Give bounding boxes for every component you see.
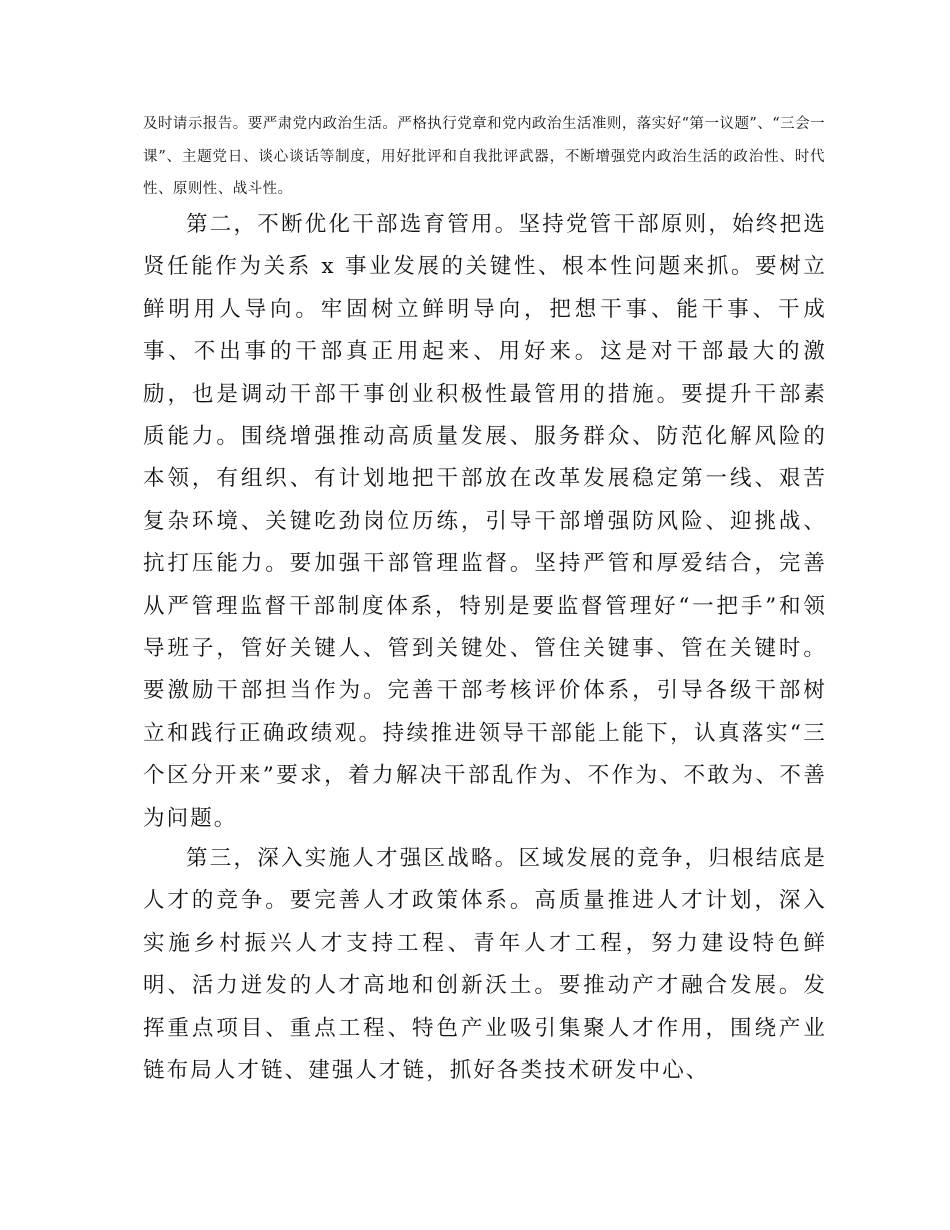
- paragraph-cadre-management: 第二，不断优化干部选育管用。坚持党管干部原则，始终把选贤任能作为关系 x 事业发展的关键性、根本性问题来抓。要树立鲜明用人导向。牢固树立鲜明导向，把想干事、能干事、干成事、不出事的干部真正用起来、用好来。这是对干部最大的激励，也是调动干部干事创业积极性最管用的措施。要提升干部素质能力。围绕增强推动高质量发展、服务群众、防范化解风险的本领，有组织、有计划地把干部放在改革发展稳定第一线、艰苦复杂环境、关键吃劲岗位历练，引导干部增强防风险、迎挑战、抗打压能力。要加强干部管理监督。坚持严管和厚爱结合，完善从严管理监督干部制度体系，特别是要监督管理好“一把手”和领导班子，管好关键人、管到关键处、管住关键事、管在关键时。要激励干部担当作为。完善干部考核评价体系，引导各级干部树立和践行正确政绩观。持续推进领导干部能上能下，认真落实“三个区分开来”要求，着力解决干部乱作为、不作为、不敢为、不善为问题。: [143, 212, 827, 831]
- paragraph-party-political-life: 及时请示报告。要严肃党内政治生活。严格执行党章和党内政治生活准则，落实好“第一议题”、“三会一课”、主题党日、谈心谈话等制度，用好批评和自我批评武器，不断增强党内政治生活的政治性、时代性、原则性、战斗性。: [143, 116, 825, 197]
- paragraph-talent-strategy: 第三，深入实施人才强区战略。区域发展的竞争，归根结底是人才的竞争。要完善人才政策体系。高质量推进人才计划，深入实施乡村振兴人才支持工程、青年人才工程，努力建设特色鲜明、活力迸发的人才高地和创新沃土。要推动产才融合发展。发挥重点项目、重点工程、特色产业吸引集聚人才作用，围绕产业链布局人才链、建强人才链，抓好各类技术研发中心、: [143, 846, 827, 1084]
